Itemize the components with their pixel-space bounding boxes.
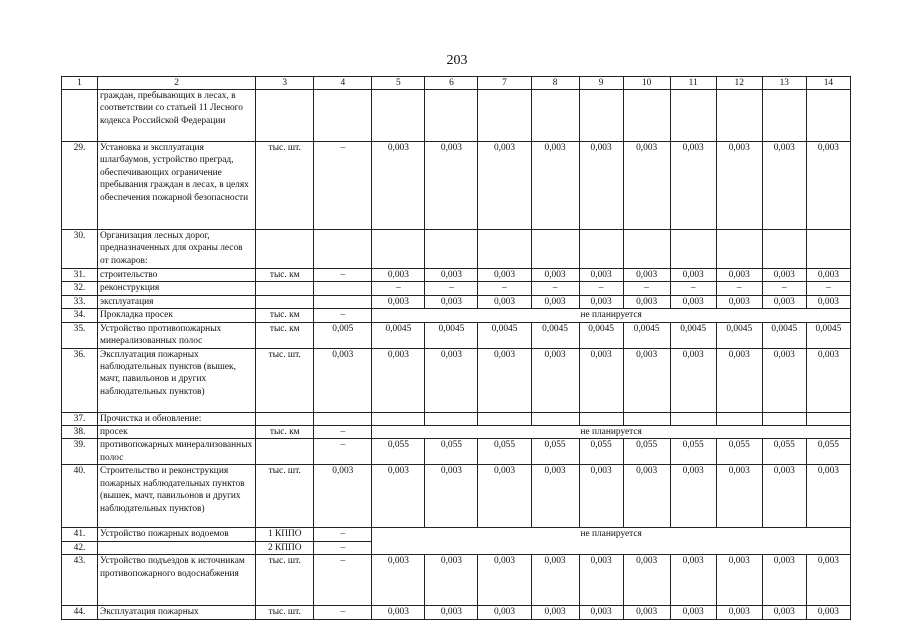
year-value-cell: 0,003 — [806, 348, 850, 412]
unit-cell: тыс. км — [256, 426, 314, 439]
year-value-cell: 0,003 — [531, 295, 579, 308]
year-value-cell: 0,055 — [806, 439, 850, 465]
table-row — [62, 606, 851, 619]
year-value-cell: 0,003 — [623, 555, 670, 606]
base-value-cell: 0,003 — [314, 465, 372, 528]
year-value-cell: 0,0045 — [670, 322, 716, 348]
year-value-cell — [623, 90, 670, 142]
year-value-cell: – — [531, 282, 579, 295]
table-row — [62, 269, 851, 282]
base-value-cell: – — [314, 555, 372, 606]
measure-name: Эксплуатация пожарных — [98, 606, 256, 619]
year-value-cell: 0,0045 — [806, 322, 850, 348]
header-row — [62, 77, 851, 90]
unit-cell: тыс. шт. — [256, 348, 314, 412]
column-header: 9 — [579, 77, 623, 90]
year-value-cell: 0,003 — [762, 142, 806, 230]
measure-name: строительство — [98, 269, 256, 282]
row-number: 32. — [62, 282, 98, 295]
table-row — [62, 90, 851, 142]
row-number: 30. — [62, 230, 98, 269]
measure-name: Прокладка просек — [98, 309, 256, 322]
measure-name — [98, 541, 256, 554]
measure-name: Устройство подъездов к источникам противопожарного водоснабжения — [98, 555, 256, 606]
year-value-cell: 0,003 — [372, 348, 425, 412]
year-value-cell: 0,003 — [478, 465, 531, 528]
table-row — [62, 309, 851, 322]
year-value-cell: 0,003 — [425, 142, 478, 230]
year-value-cell: 0,003 — [372, 555, 425, 606]
year-value-cell: – — [579, 282, 623, 295]
year-value-cell: – — [762, 282, 806, 295]
year-value-cell: 0,003 — [716, 606, 762, 619]
year-value-cell: 0,0045 — [478, 322, 531, 348]
year-value-cell: 0,055 — [762, 439, 806, 465]
unit-cell: тыс. км — [256, 269, 314, 282]
year-value-cell: 0,003 — [806, 295, 850, 308]
row-number: 42. — [62, 541, 98, 554]
column-header: 1 — [62, 77, 98, 90]
year-value-cell: 0,003 — [623, 348, 670, 412]
year-value-cell: 0,0045 — [531, 322, 579, 348]
year-value-cell: 0,003 — [623, 142, 670, 230]
year-value-cell: 0,003 — [425, 465, 478, 528]
year-value-cell — [806, 90, 850, 142]
base-value-cell: 0,005 — [314, 322, 372, 348]
year-value-cell: 0,003 — [478, 269, 531, 282]
year-value-cell: 0,0045 — [623, 322, 670, 348]
year-value-cell: 0,0045 — [762, 322, 806, 348]
year-value-cell: 0,055 — [623, 439, 670, 465]
table-row — [62, 528, 851, 541]
table-row — [62, 230, 851, 269]
unit-cell: тыс. шт. — [256, 142, 314, 230]
year-value-cell: 0,003 — [425, 269, 478, 282]
year-value-cell — [579, 230, 623, 269]
year-value-cell — [372, 412, 425, 425]
year-value-cell — [478, 230, 531, 269]
column-header: 11 — [670, 77, 716, 90]
year-value-cell — [531, 230, 579, 269]
year-value-cell: 0,003 — [762, 269, 806, 282]
year-value-cell — [425, 90, 478, 142]
row-number: 34. — [62, 309, 98, 322]
year-value-cell: 0,003 — [670, 142, 716, 230]
year-value-cell: 0,003 — [670, 295, 716, 308]
base-value-cell — [314, 412, 372, 425]
base-value-cell: – — [314, 606, 372, 619]
column-header: 2 — [98, 77, 256, 90]
table-row — [62, 142, 851, 230]
unit-cell — [256, 295, 314, 308]
row-number: 37. — [62, 412, 98, 425]
unit-cell: тыс. км — [256, 322, 314, 348]
year-value-cell: 0,003 — [579, 348, 623, 412]
table-row — [62, 426, 851, 439]
year-value-cell: 0,003 — [531, 606, 579, 619]
measure-name: Эксплуатация пожарных наблюдательных пунктов (вышек, мачт, павильонов и других наблюдательных пунктов) — [98, 348, 256, 412]
not-planned-cell: не планируется — [372, 426, 851, 439]
unit-cell: тыс. шт. — [256, 465, 314, 528]
year-value-cell — [762, 230, 806, 269]
year-value-cell: – — [425, 282, 478, 295]
year-value-cell: 0,003 — [716, 142, 762, 230]
year-value-cell: 0,003 — [716, 465, 762, 528]
measure-name: Устройство противопожарных минерализованных полос — [98, 322, 256, 348]
base-value-cell — [314, 295, 372, 308]
not-planned-cell: не планируется — [372, 309, 851, 322]
year-value-cell — [623, 412, 670, 425]
year-value-cell: 0,003 — [579, 555, 623, 606]
year-value-cell: 0,003 — [806, 142, 850, 230]
unit-cell: 2 КППО — [256, 541, 314, 554]
year-value-cell — [623, 230, 670, 269]
measure-name: противопожарных минерализованных полос — [98, 439, 256, 465]
year-value-cell: 0,055 — [716, 439, 762, 465]
year-value-cell — [762, 412, 806, 425]
row-number: 33. — [62, 295, 98, 308]
year-value-cell: 0,003 — [425, 348, 478, 412]
year-value-cell — [478, 90, 531, 142]
measure-name: граждан, пребывающих в лесах, в соответствии со статьей 11 Лесного кодекса Российской Федерации — [98, 90, 256, 142]
table-row — [62, 282, 851, 295]
column-header: 10 — [623, 77, 670, 90]
year-value-cell — [670, 90, 716, 142]
year-value-cell: 0,003 — [806, 269, 850, 282]
year-value-cell: 0,003 — [372, 269, 425, 282]
year-value-cell: 0,003 — [670, 555, 716, 606]
year-value-cell — [716, 90, 762, 142]
base-value-cell: – — [314, 309, 372, 322]
year-value-cell: 0,003 — [762, 348, 806, 412]
year-value-cell: 0,003 — [762, 606, 806, 619]
year-value-cell: 0,003 — [762, 295, 806, 308]
year-value-cell — [425, 412, 478, 425]
year-value-cell: 0,003 — [623, 269, 670, 282]
row-number: 36. — [62, 348, 98, 412]
column-header: 7 — [478, 77, 531, 90]
year-value-cell: 0,003 — [670, 606, 716, 619]
row-number: 35. — [62, 322, 98, 348]
year-value-cell: – — [716, 282, 762, 295]
year-value-cell: 0,003 — [425, 555, 478, 606]
year-value-cell: 0,003 — [478, 606, 531, 619]
year-value-cell: 0,003 — [762, 555, 806, 606]
measure-name: Строительство и реконструкция пожарных наблюдательных пунктов (вышек, мачт, павильонов и других наблюдательных пунктов) — [98, 465, 256, 528]
base-value-cell: – — [314, 541, 372, 554]
year-value-cell: 0,003 — [670, 465, 716, 528]
unit-cell — [256, 439, 314, 465]
unit-cell — [256, 230, 314, 269]
unit-cell — [256, 412, 314, 425]
column-header: 4 — [314, 77, 372, 90]
year-value-cell — [372, 90, 425, 142]
year-value-cell: – — [478, 282, 531, 295]
column-header: 3 — [256, 77, 314, 90]
year-value-cell: 0,055 — [579, 439, 623, 465]
year-value-cell: – — [372, 282, 425, 295]
year-value-cell: 0,003 — [716, 295, 762, 308]
year-value-cell: 0,003 — [531, 465, 579, 528]
unit-cell — [256, 282, 314, 295]
year-value-cell: 0,003 — [806, 555, 850, 606]
measure-name: реконструкция — [98, 282, 256, 295]
year-value-cell: 0,003 — [478, 555, 531, 606]
row-number: 38. — [62, 426, 98, 439]
table-row — [62, 322, 851, 348]
year-value-cell — [372, 230, 425, 269]
year-value-cell: 0,0045 — [579, 322, 623, 348]
year-value-cell: 0,003 — [806, 465, 850, 528]
year-value-cell: 0,003 — [478, 348, 531, 412]
year-value-cell: 0,003 — [531, 269, 579, 282]
base-value-cell: – — [314, 269, 372, 282]
year-value-cell: – — [806, 282, 850, 295]
year-value-cell: 0,0045 — [716, 322, 762, 348]
row-number: 41. — [62, 528, 98, 541]
table-row — [62, 295, 851, 308]
year-value-cell — [531, 90, 579, 142]
row-number: 40. — [62, 465, 98, 528]
unit-cell — [256, 90, 314, 142]
year-value-cell: 0,0045 — [425, 322, 478, 348]
base-value-cell — [314, 282, 372, 295]
table-row — [62, 348, 851, 412]
year-value-cell: 0,0045 — [372, 322, 425, 348]
year-value-cell — [806, 412, 850, 425]
row-number: 43. — [62, 555, 98, 606]
year-value-cell: 0,003 — [531, 142, 579, 230]
year-value-cell: 0,055 — [372, 439, 425, 465]
year-value-cell: 0,003 — [670, 269, 716, 282]
year-value-cell — [716, 230, 762, 269]
row-number: 44. — [62, 606, 98, 619]
year-value-cell — [670, 230, 716, 269]
base-value-cell: – — [314, 142, 372, 230]
base-value-cell — [314, 90, 372, 142]
table-row — [62, 439, 851, 465]
year-value-cell: 0,003 — [372, 142, 425, 230]
row-number: 39. — [62, 439, 98, 465]
fire-protection-table — [61, 76, 851, 620]
year-value-cell — [762, 90, 806, 142]
year-value-cell — [478, 412, 531, 425]
year-value-cell: 0,003 — [579, 465, 623, 528]
table-row — [62, 412, 851, 425]
unit-cell: тыс. шт. — [256, 606, 314, 619]
year-value-cell: 0,003 — [425, 606, 478, 619]
year-value-cell: 0,003 — [716, 348, 762, 412]
year-value-cell: 0,003 — [579, 295, 623, 308]
table-row — [62, 555, 851, 606]
year-value-cell: 0,055 — [425, 439, 478, 465]
row-number — [62, 90, 98, 142]
year-value-cell: 0,003 — [806, 606, 850, 619]
base-value-cell: 0,003 — [314, 348, 372, 412]
not-planned-cell: не планируется — [372, 528, 851, 555]
year-value-cell — [806, 230, 850, 269]
year-value-cell: 0,003 — [478, 142, 531, 230]
measure-name: Организация лесных дорог, предназначенных для охраны лесов от пожаров: — [98, 230, 256, 269]
year-value-cell: 0,003 — [762, 465, 806, 528]
year-value-cell: 0,003 — [372, 606, 425, 619]
unit-cell: тыс. шт. — [256, 555, 314, 606]
year-value-cell: 0,003 — [579, 269, 623, 282]
year-value-cell: 0,003 — [425, 295, 478, 308]
year-value-cell: 0,003 — [670, 348, 716, 412]
year-value-cell — [579, 90, 623, 142]
year-value-cell: 0,055 — [670, 439, 716, 465]
year-value-cell: – — [670, 282, 716, 295]
base-value-cell: – — [314, 426, 372, 439]
year-value-cell — [579, 412, 623, 425]
year-value-cell: 0,055 — [478, 439, 531, 465]
year-value-cell: 0,003 — [478, 295, 531, 308]
year-value-cell — [716, 412, 762, 425]
year-value-cell: 0,003 — [372, 295, 425, 308]
measure-name: эксплуатация — [98, 295, 256, 308]
row-number: 31. — [62, 269, 98, 282]
base-value-cell — [314, 230, 372, 269]
measure-name: Прочистка и обновление: — [98, 412, 256, 425]
year-value-cell: 0,003 — [623, 295, 670, 308]
year-value-cell: 0,003 — [579, 142, 623, 230]
column-header: 5 — [372, 77, 425, 90]
year-value-cell: 0,003 — [623, 465, 670, 528]
year-value-cell: 0,003 — [531, 348, 579, 412]
year-value-cell — [531, 412, 579, 425]
page-number: 203 — [446, 53, 468, 68]
measure-name: Установка и эксплуатация шлагбаумов, устройство преград, обеспечивающих ограничение пребывания граждан в лесах, в целях обеспечения пожарной безопасности — [98, 142, 256, 230]
year-value-cell: 0,055 — [531, 439, 579, 465]
row-number: 29. — [62, 142, 98, 230]
year-value-cell: 0,003 — [531, 555, 579, 606]
measure-name: Устройство пожарных водоемов — [98, 528, 256, 541]
unit-cell: тыс. км — [256, 309, 314, 322]
column-header: 13 — [762, 77, 806, 90]
year-value-cell — [670, 412, 716, 425]
unit-cell: 1 КППО — [256, 528, 314, 541]
year-value-cell: – — [623, 282, 670, 295]
base-value-cell: – — [314, 439, 372, 465]
table-row — [62, 465, 851, 528]
base-value-cell: – — [314, 528, 372, 541]
year-value-cell: 0,003 — [372, 465, 425, 528]
column-header: 12 — [716, 77, 762, 90]
year-value-cell: 0,003 — [716, 555, 762, 606]
year-value-cell: 0,003 — [623, 606, 670, 619]
year-value-cell: 0,003 — [716, 269, 762, 282]
measure-name: просек — [98, 426, 256, 439]
column-header: 14 — [806, 77, 850, 90]
year-value-cell: 0,003 — [579, 606, 623, 619]
column-header: 6 — [425, 77, 478, 90]
column-header: 8 — [531, 77, 579, 90]
year-value-cell — [425, 230, 478, 269]
